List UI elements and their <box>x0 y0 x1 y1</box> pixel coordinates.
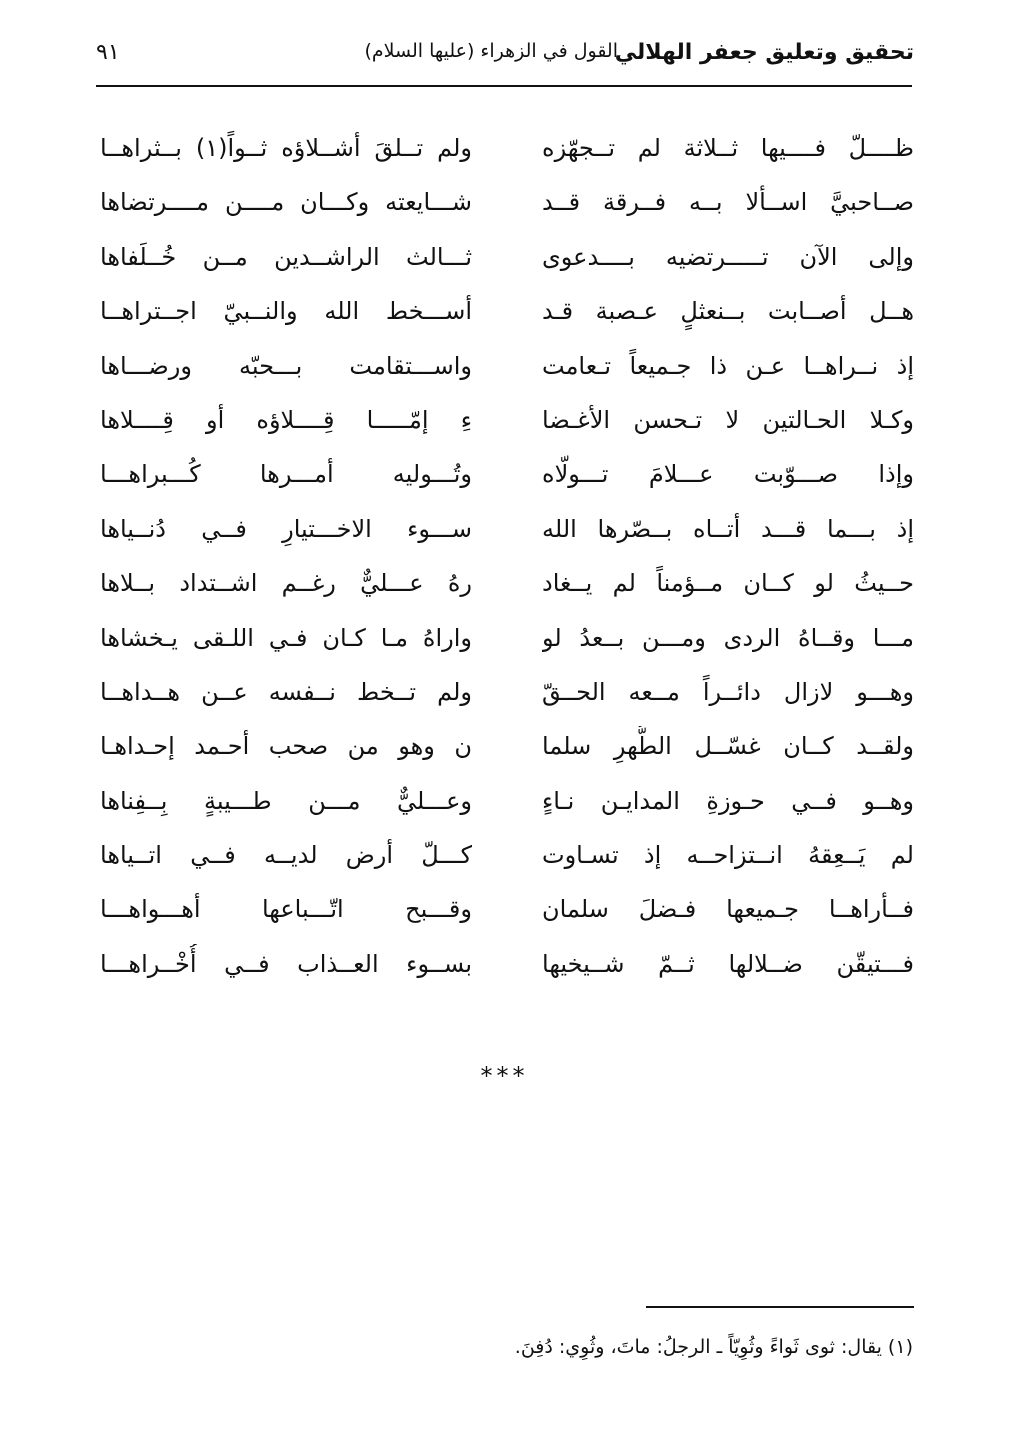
verse-first-hemistich: ولقــد كــان غسّــل الطُّهرِ سلما <box>542 732 914 761</box>
verse-first-hemistich: وإلى الآن تـــــرتضيه بــــدعوى <box>542 242 914 271</box>
verse-first-hemistich: فـــتيقّن ضــلالها ثــمّ شــيخيها <box>542 949 914 978</box>
verse-second-hemistich: ولم تــلقَ أشــلاؤه ثــواً(١) بــثراهــا <box>100 134 472 162</box>
section-separator: *** <box>480 1062 529 1090</box>
verse-line <box>96 672 914 726</box>
verse-second-hemistich: وتُـــوليه أمـــرها كُـــبراهـــا <box>100 460 472 489</box>
page-header <box>96 36 914 80</box>
verse-first-hemistich: إذ بـــما قـــد أتــاه بــصّرها الله <box>542 514 914 543</box>
verse-second-hemistich: واراهُ مـا كـان فـي اللـقى يـخشاها <box>100 623 472 652</box>
verse-first-hemistich: وهــو فــي حـوزةِ المدايـن نـاءٍ <box>542 786 914 815</box>
verse-first-hemistich: فــأراهــا جـميعها فـضلَ سلمان <box>542 895 914 924</box>
book-title: تحقيق وتعليق جعفر الهلالي <box>614 40 914 65</box>
poem <box>96 128 914 998</box>
verse-first-hemistich: وهـــو لازال دائــراً مــعه الحــقّ <box>542 677 914 706</box>
verse-line <box>96 509 914 563</box>
verse-first-hemistich: وكـلا الحـالتين لا تـحسن الأغـضا <box>542 405 914 434</box>
verse-line <box>96 889 914 943</box>
verse-second-hemistich: ثـــالث الراشــدين مــن خُــلَفاها <box>100 242 472 271</box>
verse-line <box>96 618 914 672</box>
verse-second-hemistich: شـــايعته وكـــان مــــن مــــرتضاها <box>100 188 472 217</box>
header-divider <box>96 85 912 87</box>
verse-second-hemistich: واســـتقامت بـــحبّه ورضـــاها <box>100 351 472 380</box>
verse-line <box>96 346 914 400</box>
verse-second-hemistich: أســـخط الله والنــبيّ اجــتراهــا <box>100 297 472 326</box>
verse-second-hemistich: وعـــليٌّ مـــن طـــيبةٍ بِــفِناها <box>100 786 472 815</box>
verse-line <box>96 237 914 291</box>
verse-second-hemistich: كـــلّ أرض لديــه فــي اتــياها <box>100 841 472 870</box>
verse-first-hemistich: صــاحبيَّ اســألا بــه فــرقة قــد <box>542 188 914 217</box>
verse-line <box>96 400 914 454</box>
verse-first-hemistich: لم يَــعِقهُ انــتزاحــه إذ تسـاوت <box>542 841 914 870</box>
verse-second-hemistich: وقـــبح اتّـــباعها أهـــواهـــا <box>100 895 472 924</box>
verse-second-hemistich: ســـوء الاخـــتيارِ فــي دُنــياها <box>100 514 472 543</box>
section-title: القول في الزهراء (عليها السلام) <box>364 40 618 62</box>
verse-first-hemistich: إذ نــراهــا عـن ذا جـميعاً تـعامت <box>542 351 914 380</box>
verse-line <box>96 726 914 780</box>
verse-first-hemistich: مـــا وقــاهُ الردى ومـــن بــعدُ لو <box>542 623 914 652</box>
verse-first-hemistich: ظــــلّ فــــيها ثــلاثة لم تــجهّزه <box>542 134 914 162</box>
verse-line <box>96 291 914 345</box>
verse-second-hemistich: ن وهو من صحب أحـمد إحـداهـا <box>100 732 472 761</box>
verse-line <box>96 563 914 617</box>
verse-first-hemistich: حــيثُ لو كــان مــؤمناً لم يــغاد <box>542 569 914 598</box>
verse-second-hemistich: رهُ عـــليٌّ رغــم اشــتداد بــلاها <box>100 569 472 598</box>
verse-first-hemistich: هــل أصــابت بــنعثلٍ عـصبة قـد <box>542 297 914 326</box>
verse-line <box>96 454 914 508</box>
page-number: ٩١ <box>96 40 120 65</box>
footnote: (١) يقال: ثوى ثَواءً وثُوِيّاً ـ الرجلُ: ماتَ، وثُوِي: دُفِنَ. <box>514 1336 913 1358</box>
verse-second-hemistich: ولم تــخط نــفسه عــن هــداهــا <box>100 677 472 706</box>
verse-line <box>96 182 914 236</box>
verse-line <box>96 835 914 889</box>
verse-line <box>96 944 914 998</box>
footnote-divider <box>646 1306 914 1308</box>
verse-second-hemistich: بســوء العــذاب فــي أُخْــراهـــا <box>100 949 472 978</box>
verse-line <box>96 128 914 182</box>
verse-second-hemistich: ءِ إمّـــــا قِــــلاؤه أو قِــــلاها <box>100 405 472 434</box>
verse-first-hemistich: وإذا صـــوّبت عـــلامَ تـــولّاه <box>542 460 914 489</box>
verse-line <box>96 781 914 835</box>
